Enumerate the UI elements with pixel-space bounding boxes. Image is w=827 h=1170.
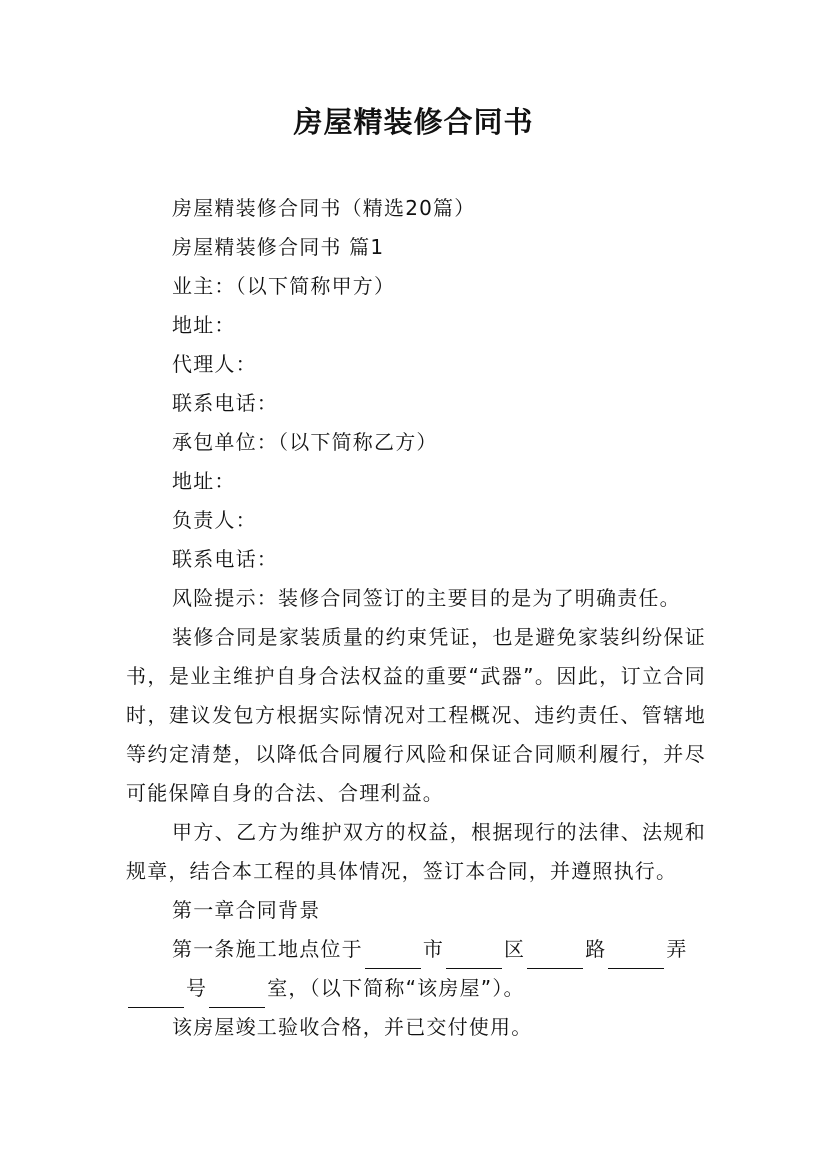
blank-field: [128, 983, 184, 1008]
text-line: 房屋精装修合同书（精选20篇）: [172, 196, 476, 220]
document-body: [126, 189, 706, 1047]
risk-tip-line: 风险提示：装修合同签订的主要目的是为了明确责任。: [172, 586, 681, 610]
text-line: 房屋精装修合同书 篇1: [172, 235, 385, 259]
blank-field: [527, 944, 583, 969]
closing-line: 该房屋竣工验收合格，并已交付使用。: [172, 1015, 533, 1039]
text-line: 地址：: [172, 469, 236, 493]
article-1: [126, 930, 706, 969]
article-1-prefix: 第一条施工地点位于: [172, 937, 363, 961]
article-1-room: 室，（以下简称“该房屋”）。: [267, 976, 525, 1000]
chapter-heading: 第一章合同背景: [172, 898, 321, 922]
text-line: 联系电话：: [172, 547, 278, 571]
text-line: 业主：（以下简称甲方）: [172, 274, 396, 298]
article-1-district: 区: [504, 937, 526, 961]
blank-field: [365, 944, 421, 969]
document-title: 房屋精装修合同书: [293, 105, 534, 139]
article-1-road: 路: [585, 937, 607, 961]
blank-field: [446, 944, 502, 969]
text-line: 地址：: [172, 313, 236, 337]
risk-paragraph: 装修合同是家装质量的约束凭证，也是避免家装纠纷保证书，是业主维护自身合法权益的重要“武器”。因此，订立合同时，建议发包方根据实际情况对工程概况、违约责任、管辖地等约定清楚，以降低合同履行风险和保证合同顺利履行，并尽可能保障自身的合法、合理利益。: [126, 625, 706, 805]
article-1-city: 市: [422, 937, 445, 961]
text-line: 联系电话：: [172, 391, 278, 415]
text-line: 承包单位：（以下简称乙方）: [172, 430, 438, 454]
article-1-lane: 弄: [666, 937, 688, 961]
article-1-number: 号: [186, 976, 208, 1000]
blank-field: [209, 983, 265, 1008]
article-1-continued: [126, 969, 706, 1008]
text-line: 代理人：: [172, 352, 257, 376]
parties-paragraph: 甲方、乙方为维护双方的权益，根据现行的法律、法规和规章，结合本工程的具体情况，签订本合同，并遵照执行。: [126, 820, 706, 883]
blank-field: [608, 944, 664, 969]
text-line: 负责人：: [172, 508, 257, 532]
